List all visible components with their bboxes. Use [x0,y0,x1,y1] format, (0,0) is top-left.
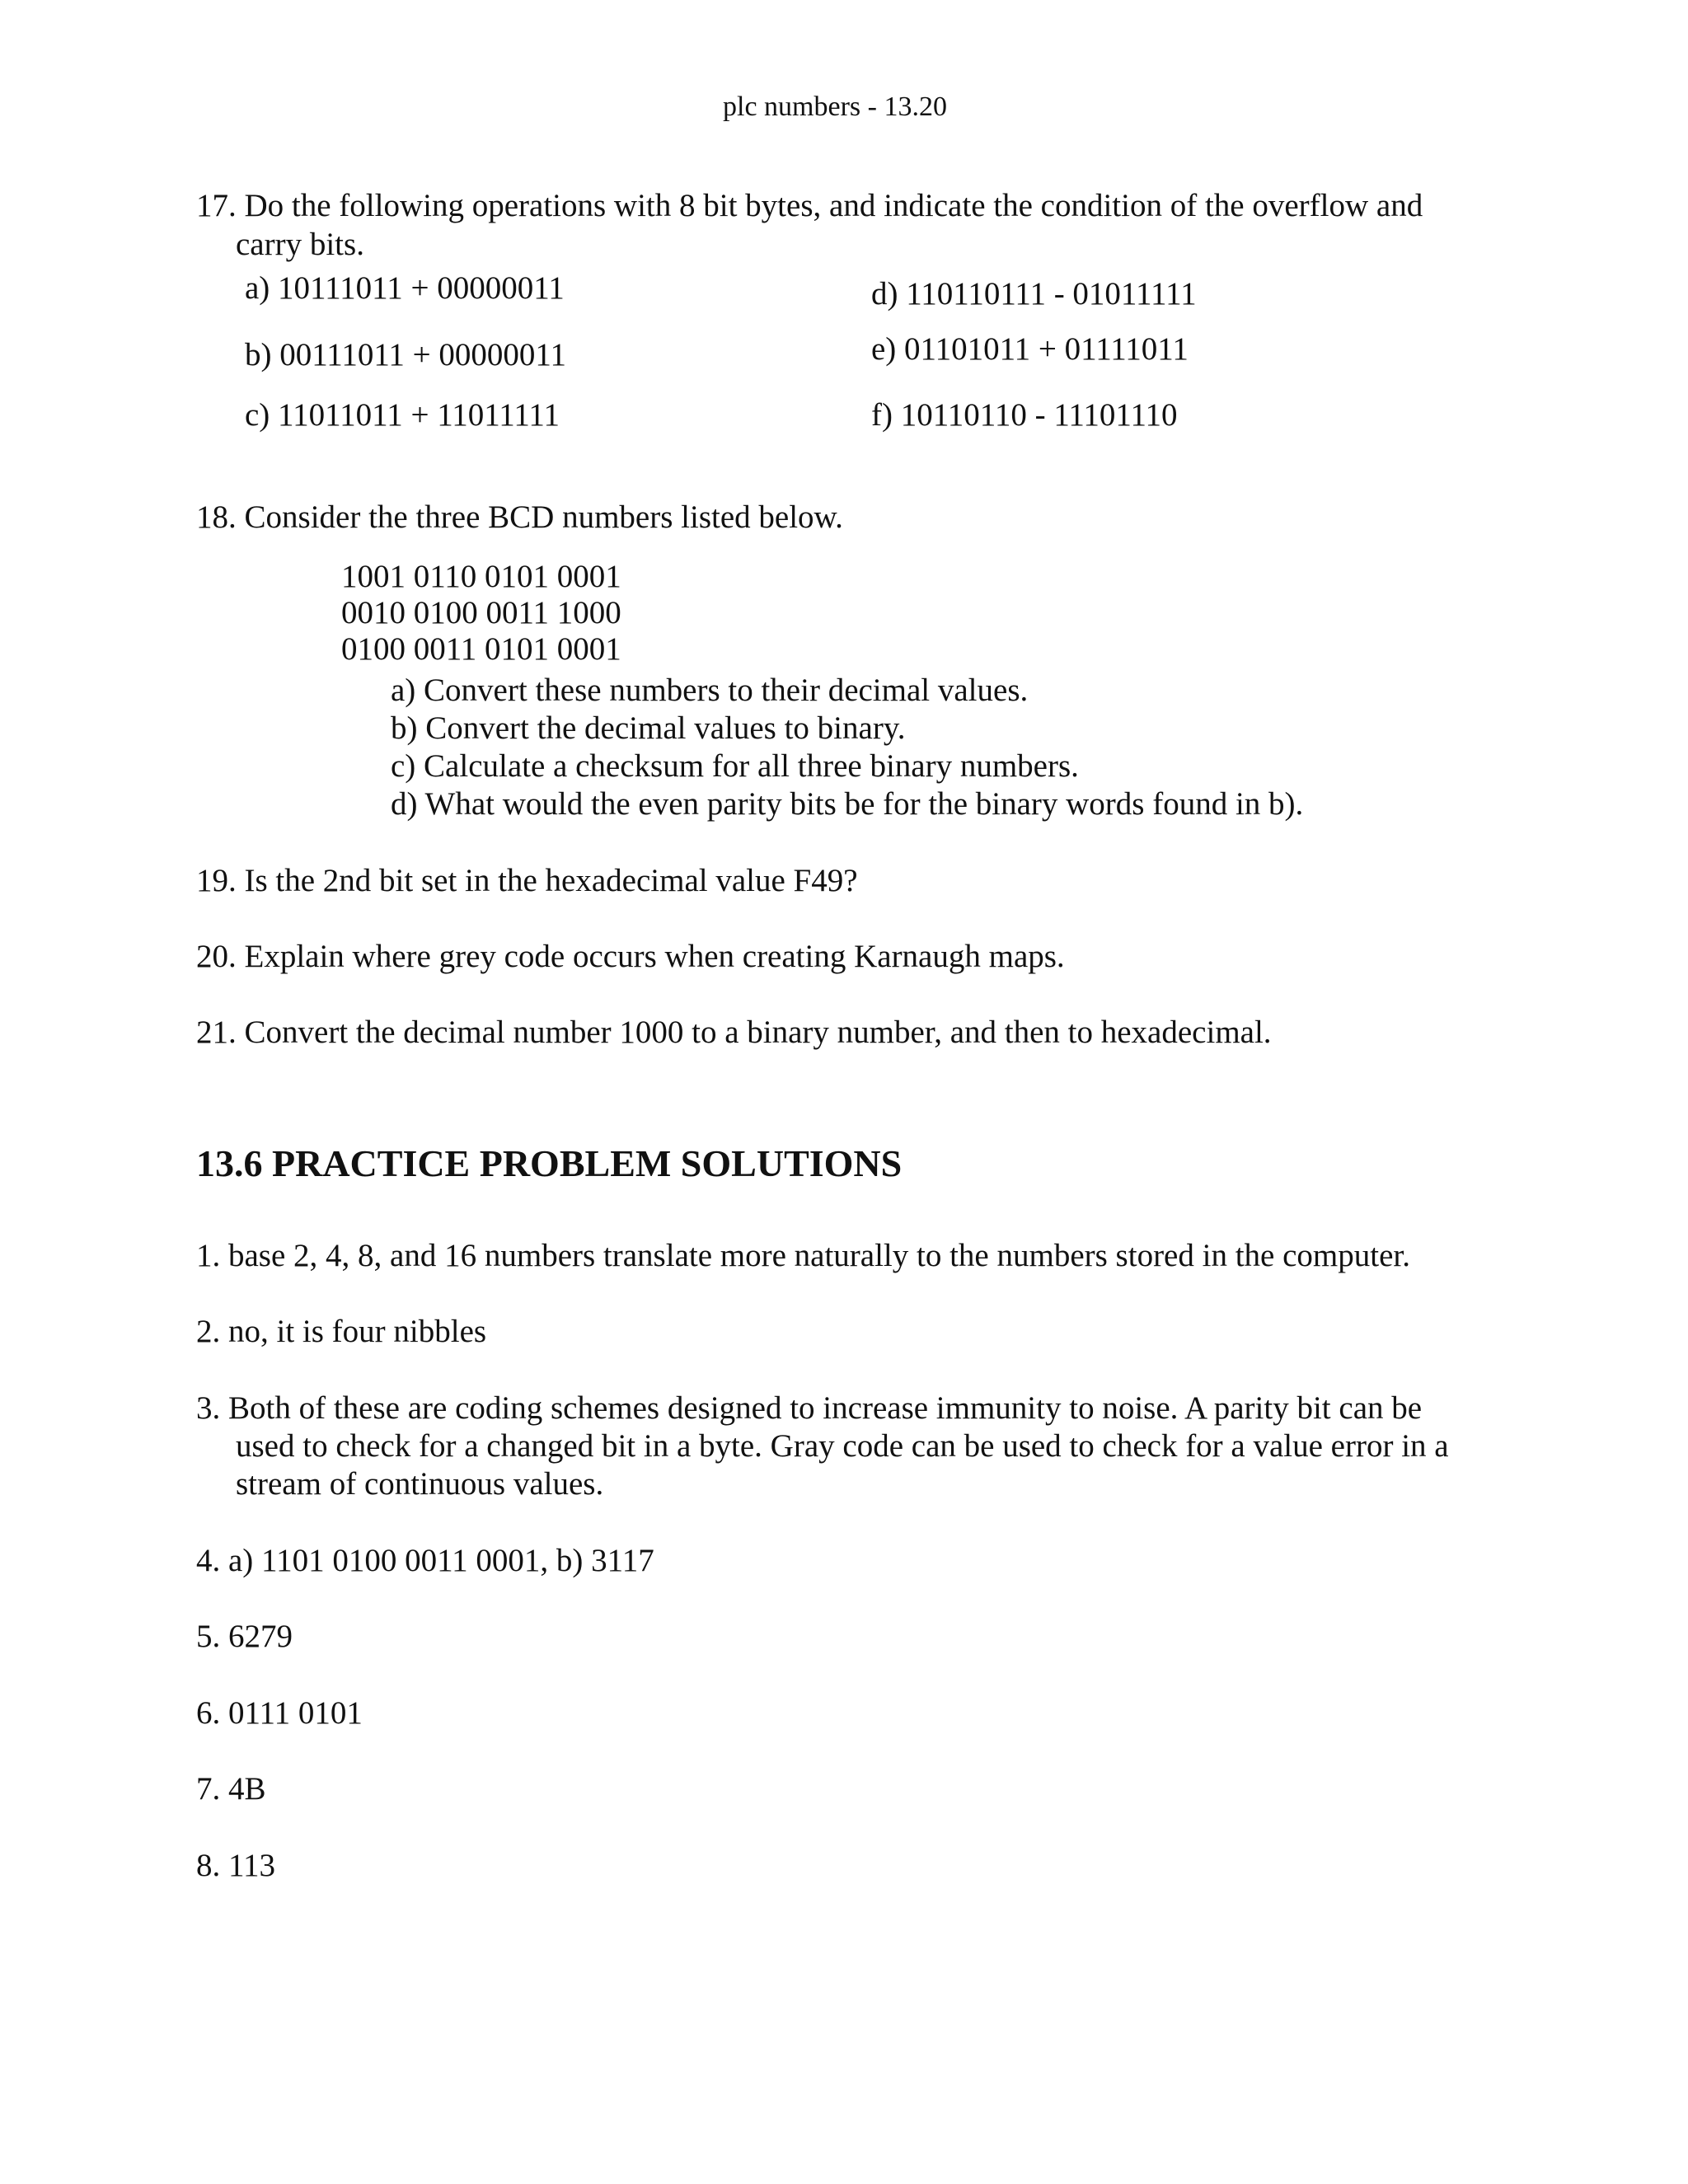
question-18-part-d: d) What would the even parity bits be for the binary words found in b). [391,786,1304,822]
bcd-number: 1001 0110 0101 0001 [341,559,621,594]
page-header: plc numbers - 13.20 [723,91,947,122]
question-17-part-c: c) 11011011 + 11011111 [245,397,560,433]
question-17-part-b: b) 00111011 + 00000011 [245,337,566,373]
question-17-part-d: d) 110110111 - 01011111 [871,276,1197,312]
solution-3: 3. Both of these are coding schemes designed to increase immunity to noise. A parity bit can be [196,1390,1423,1426]
solution-7: 7. 4B [196,1771,266,1807]
question-18-part-a: a) Convert these numbers to their decimal values. [391,673,1029,708]
solution-8: 8. 113 [196,1848,276,1883]
bcd-number: 0010 0100 0011 1000 [341,595,621,630]
question-17-part-e: e) 01101011 + 01111011 [871,331,1189,367]
question-21-text: 21. Convert the decimal number 1000 to a binary number, and then to hexadecimal. [196,1015,1272,1050]
question-17-part-f: f) 10110110 - 11101110 [871,397,1178,433]
bcd-number: 0100 0011 0101 0001 [341,631,621,667]
solution-2: 2. no, it is four nibbles [196,1314,487,1349]
solution-3-cont: used to check for a changed bit in a byte. Gray code can be used to check for a value error in a [236,1428,1449,1464]
solution-3-cont: stream of continuous values. [236,1466,604,1502]
solution-1: 1. base 2, 4, 8, and 16 numbers translate more naturally to the numbers stored in the computer. [196,1238,1410,1273]
question-17-text-cont: carry bits. [236,227,364,262]
question-19-text: 19. Is the 2nd bit set in the hexadecimal value F49? [196,863,858,898]
section-heading: 13.6 PRACTICE PROBLEM SOLUTIONS [196,1142,903,1184]
solution-4: 4. a) 1101 0100 0011 0001, b) 3117 [196,1543,654,1578]
question-17-part-a: a) 10111011 + 00000011 [245,270,565,306]
question-17-text: 17. Do the following operations with 8 bit bytes, and indicate the condition of the overflow and [196,188,1423,223]
question-18-part-b: b) Convert the decimal values to binary. [391,710,906,746]
solution-5: 5. 6279 [196,1619,293,1654]
solution-6: 6. 0111 0101 [196,1695,363,1731]
question-20-text: 20. Explain where grey code occurs when creating Karnaugh maps. [196,939,1065,974]
question-18-text: 18. Consider the three BCD numbers listed below. [196,499,843,535]
question-18-part-c: c) Calculate a checksum for all three binary numbers. [391,748,1079,784]
